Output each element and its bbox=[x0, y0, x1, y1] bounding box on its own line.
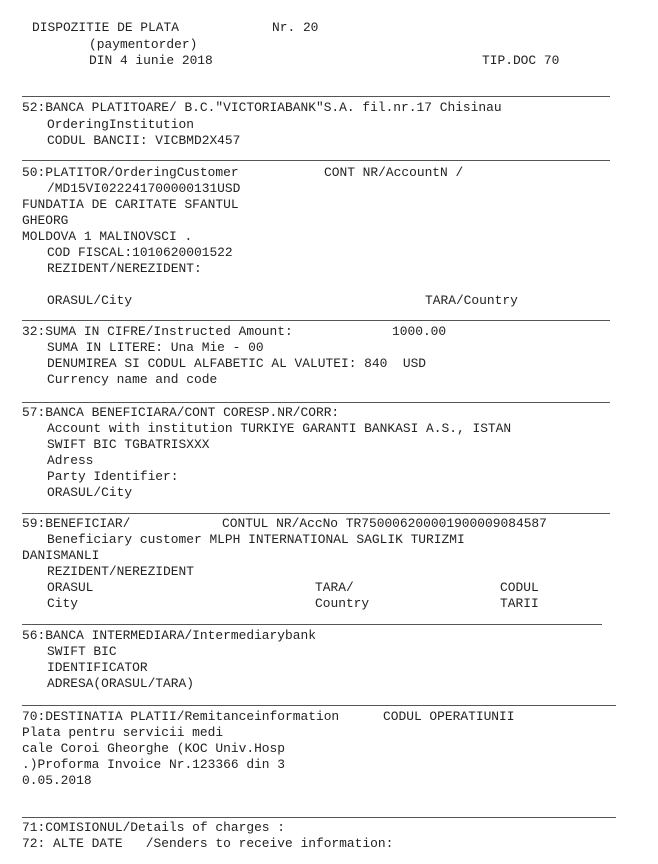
charges-details: 71:COMISIONUL/Details of charges : bbox=[22, 820, 286, 835]
payer-name-cont: GHEORG bbox=[22, 213, 69, 228]
section-divider bbox=[22, 160, 610, 161]
ordering-institution-label: OrderingInstitution bbox=[47, 117, 194, 132]
ordering-bank: 52:BANCA PLATITOARE/ B.C."VICTORIABANK"S.A. fil.nr.17 Chisinau bbox=[22, 100, 502, 115]
amount-label: 32:SUMA IN CIFRE/Instructed Amount: bbox=[22, 324, 293, 339]
document-title: DISPOZITIE DE PLATA bbox=[32, 20, 179, 35]
amount-in-words: SUMA IN LITERE: Una Mie - 00 bbox=[47, 340, 264, 355]
amount-value: 1000.00 bbox=[392, 324, 447, 339]
beneficiary-resident-status: REZIDENT/NEREZIDENT bbox=[47, 564, 194, 579]
section-divider bbox=[22, 817, 616, 818]
document-subtitle: (paymentorder) bbox=[89, 37, 198, 52]
currency-code: DENUMIREA SI CODUL ALFABETIC AL VALUTEI: 840 USD bbox=[47, 356, 427, 371]
currency-label-en: Currency name and code bbox=[47, 372, 218, 387]
beneficiary-name: Beneficiary customer MLPH INTERNATIONAL SAGLIK TURIZMI bbox=[47, 532, 465, 547]
resident-status: REZIDENT/NEREZIDENT: bbox=[47, 261, 202, 276]
beneficiary-bank-label: 57:BANCA BENEFICIARA/CONT CORESP.NR/CORR: bbox=[22, 405, 340, 420]
beneficiary-label: 59:BENEFICIAR/ bbox=[22, 516, 131, 531]
beneficiary-bank-name: Account with institution TURKIYE GARANTI BANKASI A.S., ISTAN bbox=[47, 421, 512, 436]
country-code-label: CODUL bbox=[500, 580, 539, 595]
beneficiary-swift: SWIFT BIC TGBATRISXXX bbox=[47, 437, 210, 452]
remittance-info-label: 70:DESTINATIA PLATII/Remitanceinformation bbox=[22, 709, 340, 724]
section-divider bbox=[22, 705, 616, 706]
beneficiary-bank-address: Adress bbox=[47, 453, 94, 468]
document-type: TIP.DOC 70 bbox=[482, 53, 560, 68]
beneficiary-country-label: TARA/ bbox=[315, 580, 354, 595]
party-identifier: Party Identifier: bbox=[47, 469, 179, 484]
document-date: DIN 4 iunie 2018 bbox=[89, 53, 213, 68]
beneficiary-name-cont: DANISMANLI bbox=[22, 548, 100, 563]
intermediary-identifier: IDENTIFICATOR bbox=[47, 660, 148, 675]
intermediary-bank-label: 56:BANCA INTERMEDIARA/Intermediarybank bbox=[22, 628, 316, 643]
remittance-text-2: cale Coroi Gheorghe (KOC Univ.Hosp bbox=[22, 741, 286, 756]
intermediary-swift: SWIFT BIC bbox=[47, 644, 117, 659]
section-divider bbox=[22, 96, 610, 97]
beneficiary-country-label-en: Country bbox=[315, 596, 370, 611]
remittance-text-3: .)Proforma Invoice Nr.123366 din 3 bbox=[22, 757, 286, 772]
remittance-text-4: 0.05.2018 bbox=[22, 773, 92, 788]
payer-city: ORASUL/City bbox=[47, 293, 133, 308]
payer-name: FUNDATIA DE CARITATE SFANTUL bbox=[22, 197, 239, 212]
payer-address: MOLDOVA 1 MALINOVSCI . bbox=[22, 229, 193, 244]
document-number: Nr. 20 bbox=[272, 20, 319, 35]
country-code-label-cont: TARII bbox=[500, 596, 539, 611]
payer-country: TARA/Country bbox=[425, 293, 518, 308]
beneficiary-account: CONTUL NR/AccNo TR750006200001900009084587 bbox=[222, 516, 547, 531]
intermediary-address: ADRESA(ORASUL/TARA) bbox=[47, 676, 194, 691]
section-divider bbox=[22, 402, 610, 403]
beneficiary-city-label-en: City bbox=[47, 596, 78, 611]
beneficiary-bank-city: ORASUL/City bbox=[47, 485, 133, 500]
section-divider bbox=[22, 624, 602, 625]
beneficiary-city-label: ORASUL bbox=[47, 580, 94, 595]
section-divider bbox=[22, 320, 610, 321]
bank-code: CODUL BANCII: VICBMD2X457 bbox=[47, 133, 241, 148]
section-divider bbox=[22, 513, 610, 514]
operation-code-label: CODUL OPERATIUNII bbox=[383, 709, 515, 724]
other-data: 72: ALTE DATE /Senders to receive information: bbox=[22, 836, 394, 851]
fiscal-code: COD FISCAL:1010620001522 bbox=[47, 245, 233, 260]
payer-account: /MD15VI022241700000131USD bbox=[47, 181, 241, 196]
remittance-text-1: Plata pentru servicii medi bbox=[22, 725, 224, 740]
ordering-customer-label: 50:PLATITOR/OrderingCustomer bbox=[22, 165, 239, 180]
account-number-label: CONT NR/AccountN / bbox=[324, 165, 464, 180]
